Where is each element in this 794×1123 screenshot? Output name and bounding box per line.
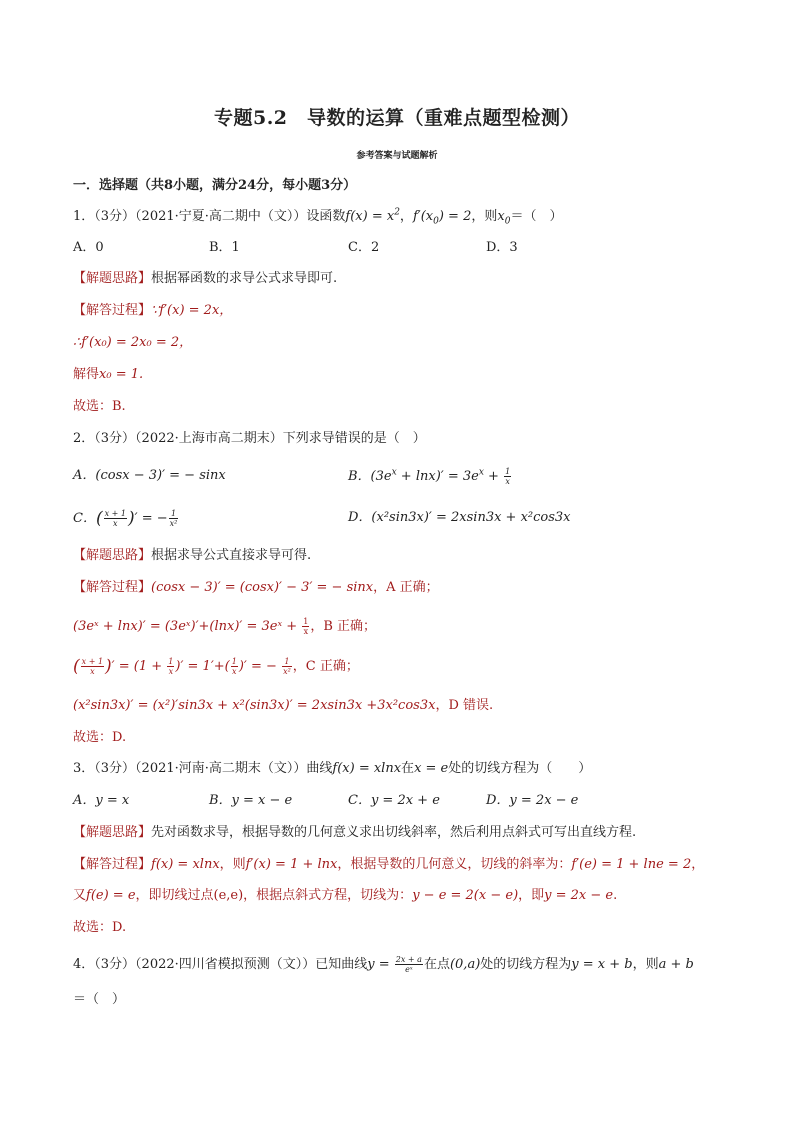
q3-process: 【解答过程】f(x) = xlnx，则f′(x) = 1 + lnx，根据导数的几何意义，切线的斜率为：f′(e) = 1 + lne = 2， xyxy=(73,857,705,872)
q1-option-a: A．0 xyxy=(73,240,104,255)
q2-option-b: B．$(3e^x + \ln x)' = 3e^x$ + $\frac{1}{x}$ xyxy=(348,467,511,486)
q2-process: 【解答过程】(cosx − 3)′ = (cosx)′ − 3′ = − sinx，A 正确； xyxy=(73,580,439,595)
q1-option-c: C．2 xyxy=(348,240,380,255)
q1-answer: 故选：B. xyxy=(73,399,126,414)
q2-option-d: D．(x²sin3x)′ = 2xsin3x + x²cos3x xyxy=(348,510,571,525)
q1-step3: 解得x₀ = 1. xyxy=(73,367,144,382)
q2-line2: (3eˣ + lnx)′ = (3eˣ)′+(lnx)′ = 3eˣ + $\frac{1}{x}$ ，B 正确； xyxy=(73,617,377,636)
q1-option-b: B．1 xyxy=(209,240,240,255)
q1-stem: 1．（3分）（2021·宁夏·高二期中（文））设函数$f(x) = x^2$，$f'(x_0) = 2$，则$x_0=$（ ） xyxy=(73,207,563,227)
q4-stem: 4．（3分）（2022·四川省模拟预测（文））已知曲线y = $\frac{2x + a}{\text{eˣ}}$ 在点(0,a)处的切线方程为y = x + b，则a + b xyxy=(73,955,694,974)
q1-option-d: D．3 xyxy=(486,240,518,255)
section-heading: 一．选择题（共8小题，满分24分，每小题3分） xyxy=(73,178,357,193)
q2-idea: 【解题思路】根据求导公式直接求导可得. xyxy=(73,548,312,563)
q1-step2: ∴f′(x₀) = 2x₀ = 2， xyxy=(73,335,193,350)
q2-line3: ( $\frac{x + 1}{x}$ )′ = (1 + $\frac{1}{x}$ )′ = 1′+( $\frac{1}{x}$ )′ = − $\frac{1}{\text{x²}}$ ，C 正确； xyxy=(73,656,359,677)
q2-option-c: C．( $\frac{x + 1}{x}$ )′ = − $\frac{1}{\text{x²}}$ xyxy=(73,508,178,529)
q1-process: 【解答过程】∵f′(x) = 2x， xyxy=(73,303,233,318)
q3-stem: 3．（3分）（2021·河南·高二期末（文））曲线f(x) = xlnx在x = e处的切线方程为（ ） xyxy=(73,761,592,776)
page-subtitle: 参考答案与试题解析 xyxy=(356,151,438,161)
q2-line4: (x²sin3x)′ = (x²)′sin3x + x²(sin3x)′ = 2xsin3x +3x²cos3x，D 错误. xyxy=(73,698,494,713)
q3-option-a: A．y = x xyxy=(73,793,130,808)
q2-stem: 2．（3分）（2022·上海市高二期末）下列求导错误的是（ ） xyxy=(73,431,426,446)
q2-option-a: A．(cosx − 3)′ = − sinx xyxy=(73,468,226,483)
q3-answer: 故选：D. xyxy=(73,920,127,935)
q1-idea: 【解题思路】根据幂函数的求导公式求导即可. xyxy=(73,271,338,286)
q3-option-d: D．y = 2x − e xyxy=(486,793,579,808)
q3-option-c: C．y = 2x + e xyxy=(348,793,440,808)
q2-answer: 故选：D. xyxy=(73,730,127,745)
q3-line2: 又f(e) = e，即切线过点(e,e)，根据点斜式方程，切线为：y − e = 2(x − e)，即y = 2x − e. xyxy=(73,888,618,903)
page-title: 专题5.2 导数的运算（重难点题型检测） xyxy=(213,107,581,129)
q4-stem-end: ＝（ ） xyxy=(73,992,126,1007)
q3-option-b: B．y = x − e xyxy=(209,793,293,808)
q3-idea: 【解题思路】先对函数求导，根据导数的几何意义求出切线斜率，然后利用点斜式可写出直线方程. xyxy=(73,825,637,840)
